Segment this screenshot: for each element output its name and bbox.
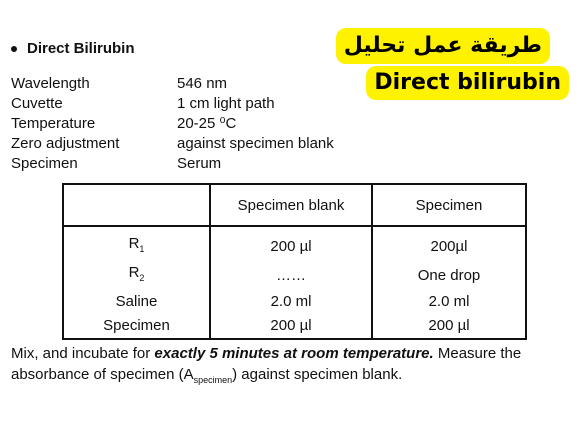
english-title-banner: Direct bilirubin [366,66,569,100]
param-row-zero-adjustment [11,134,334,154]
param-label: Zero adjustment [11,135,120,152]
specimen-cell: One drop [372,261,526,290]
blank-cell: 2.0 ml [210,290,372,314]
column-header [63,184,210,226]
reagent-subscript: 1 [139,244,145,254]
instruction-text: Measure the absorbance of specimen (A [11,345,522,383]
row-label: Saline [63,290,210,314]
instruction-text: Mix, and incubate for [11,345,155,362]
blank-cell: 200 µl [210,314,372,339]
instruction-text: ) against specimen blank. [232,366,403,383]
param-row-wavelength [11,74,334,94]
specimen-cell: 200µl [372,226,526,261]
table-header-row [63,184,526,226]
reagent-name: R [128,235,140,252]
instruction-emphasis: exactly 5 minutes at room temperature. [154,345,434,362]
row-label: Specimen [63,314,210,339]
param-value: 1 cm light path [177,95,275,112]
table-row [63,226,526,261]
param-row-temperature [11,114,334,134]
param-value: 20-25 ⁰C [177,115,237,132]
param-label: Specimen [11,155,78,172]
blank-cell: 200 µl [210,226,372,261]
reagent-name: R [128,264,140,281]
table-row [63,314,526,339]
procedure-instructions [11,343,576,391]
row-label [63,226,210,261]
section-heading [11,40,135,57]
section-title: Direct Bilirubin [27,40,135,57]
arabic-title-banner: طريقة عمل تحليل [336,28,550,64]
specimen-cell: 200 µl [372,314,526,339]
reagent-subscript: 2 [139,273,145,283]
bullet-icon [11,46,17,52]
column-header: Specimen [372,184,526,226]
test-parameters [11,74,334,174]
param-value: Serum [177,155,222,172]
specimen-cell: 2.0 ml [372,290,526,314]
param-row-cuvette [11,94,334,114]
param-value: against specimen blank [177,135,334,152]
row-label [63,261,210,290]
param-row-specimen [11,154,334,174]
param-label: Cuvette [11,95,63,112]
table-row [63,261,526,290]
param-label: Wavelength [11,75,90,92]
param-value: 546 nm [177,75,228,92]
absorbance-subscript: specimen [193,375,233,385]
column-header: Specimen blank [210,184,372,226]
table-row [63,290,526,314]
blank-cell: …… [210,261,372,290]
param-label: Temperature [11,115,96,132]
procedure-table [62,183,527,340]
